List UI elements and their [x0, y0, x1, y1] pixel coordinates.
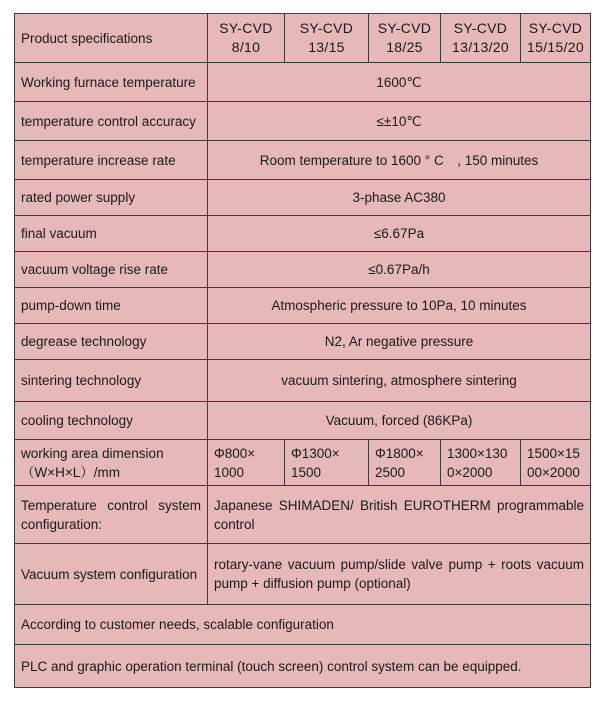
- model-size: 13/15: [308, 39, 345, 55]
- spec-value: ≤6.67Pa: [208, 216, 591, 252]
- spec-label: pump-down time: [15, 288, 208, 324]
- temp-control-row: [15, 486, 591, 544]
- model-series: SY-CVD: [528, 20, 583, 36]
- spec-label: temperature control accuracy: [15, 102, 208, 141]
- temp-control-label: Temperature control system configuration:: [15, 486, 208, 544]
- model-cell: [285, 14, 369, 63]
- dimension-cell: [521, 440, 591, 486]
- model-series: SY-CVD: [299, 20, 354, 36]
- model-size: 13/13/20: [452, 39, 509, 55]
- spec-value: N2, Ar negative pressure: [208, 324, 591, 360]
- spec-label: rated power supply: [15, 180, 208, 216]
- spec-value: ≤0.67Pa/h: [208, 252, 591, 288]
- dimension-value-part: 1300×130: [447, 445, 508, 461]
- model-series: SY-CVD: [219, 20, 273, 36]
- dimension-value-part: Φ800×: [214, 445, 256, 461]
- model-cell: [369, 14, 441, 63]
- spec-row: [15, 252, 591, 288]
- spec-label: vacuum voltage rise rate: [15, 252, 208, 288]
- dimension-value-part: Φ1800×: [375, 445, 424, 461]
- dimension-value-part: 2500: [375, 464, 406, 480]
- spec-row: [15, 402, 591, 440]
- dimension-cell: [441, 440, 521, 486]
- dimension-value-part: 1000: [214, 464, 245, 480]
- spec-row: [15, 180, 591, 216]
- vacuum-system-row: [15, 544, 591, 605]
- dimension-row: [15, 440, 591, 486]
- spec-row: [15, 216, 591, 252]
- spec-value: 1600℃: [208, 63, 591, 102]
- spec-label: sintering technology: [15, 360, 208, 402]
- note-text: According to customer needs, scalable configuration: [15, 605, 591, 645]
- vacuum-system-value: rotary-vane vacuum pump/slide valve pump + roots vacuum pump + diffusion pump (optional): [208, 544, 591, 605]
- spec-row: [15, 360, 591, 402]
- spec-row: [15, 102, 591, 141]
- dimension-value-part: Φ1300×: [291, 445, 340, 461]
- dimension-cell: [285, 440, 369, 486]
- spec-header-label: Product specifications: [15, 14, 208, 63]
- dimension-cell: [208, 440, 285, 486]
- spec-row: [15, 63, 591, 102]
- product-spec-table: [14, 13, 591, 688]
- model-cell: [208, 14, 285, 63]
- dimension-label: [15, 440, 208, 486]
- dimension-label-title: working area dimension: [21, 445, 164, 461]
- dimension-value-part: 1500: [291, 464, 322, 480]
- spec-value: 3-phase AC380: [208, 180, 591, 216]
- dimension-label-unit: （W×H×L）/mm: [21, 464, 121, 480]
- temp-control-value: Japanese SHIMADEN/ British EUROTHERM programmable control: [208, 486, 591, 544]
- dimension-value-part: 00×2000: [527, 464, 580, 480]
- spec-value: Room temperature to 1600 ° C , 150 minutes: [208, 141, 591, 180]
- model-series: SY-CVD: [377, 20, 432, 36]
- header-row: [15, 14, 591, 63]
- spec-row: [15, 141, 591, 180]
- spec-value: Atmospheric pressure to 10Pa, 10 minutes: [208, 288, 591, 324]
- model-cell: [521, 14, 591, 63]
- note-row: [15, 645, 591, 688]
- model-series: SY-CVD: [453, 20, 508, 36]
- spec-label: final vacuum: [15, 216, 208, 252]
- note-text: PLC and graphic operation terminal (touch screen) control system can be equipped.: [15, 645, 591, 688]
- spec-label: Working furnace temperature: [15, 63, 208, 102]
- spec-row: [15, 288, 591, 324]
- spec-label: temperature increase rate: [15, 141, 208, 180]
- spec-row: [15, 324, 591, 360]
- vacuum-system-label: Vacuum system configuration: [15, 544, 208, 605]
- model-cell: [441, 14, 521, 63]
- model-size: 18/25: [386, 39, 423, 55]
- spec-label: cooling technology: [15, 402, 208, 440]
- dimension-value-part: 1500×15: [527, 445, 580, 461]
- note-row: [15, 605, 591, 645]
- spec-value: Vacuum, forced (86KPa): [208, 402, 591, 440]
- model-size: 15/15/20: [527, 39, 584, 55]
- dimension-cell: [369, 440, 441, 486]
- model-size: 8/10: [231, 39, 261, 55]
- dimension-value-part: 0×2000: [447, 464, 493, 480]
- spec-label: degrease technology: [15, 324, 208, 360]
- spec-value: ≤±10℃: [208, 102, 591, 141]
- spec-value: vacuum sintering, atmosphere sintering: [208, 360, 591, 402]
